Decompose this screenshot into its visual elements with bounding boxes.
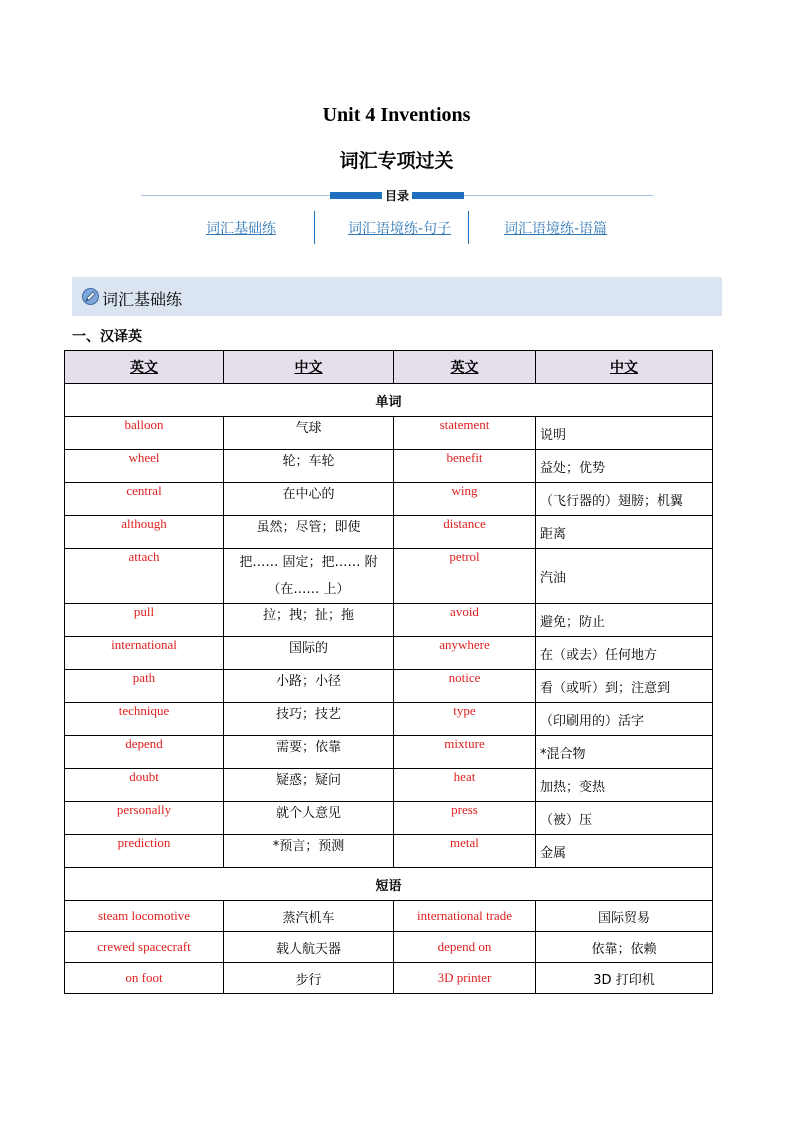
word-cn: 小路；小径 xyxy=(224,670,394,703)
word-en: attach xyxy=(65,549,224,604)
word-en: type xyxy=(394,703,536,736)
toc-separator xyxy=(314,211,315,244)
page-title-en: Unit 4 Inventions xyxy=(322,104,471,126)
word-cn: 加热；变热 xyxy=(536,769,713,802)
phrase-en: international trade xyxy=(394,901,536,932)
toc-separator xyxy=(468,211,469,244)
word-en: doubt xyxy=(65,769,224,802)
word-en: avoid xyxy=(394,604,536,637)
table-row xyxy=(65,637,713,670)
phrase-cn: 步行 xyxy=(224,963,394,994)
table-row xyxy=(65,549,713,604)
word-cn: （被）压 xyxy=(536,802,713,835)
word-en: wing xyxy=(394,483,536,516)
word-en: petrol xyxy=(394,549,536,604)
table-row xyxy=(65,736,713,769)
word-cn: 在中心的 xyxy=(224,483,394,516)
table-row xyxy=(65,901,713,932)
header-chinese: 中文 xyxy=(536,351,713,384)
page-title-cn: 词汇专项过关 xyxy=(339,150,454,172)
word-en: anywhere xyxy=(394,637,536,670)
table-row xyxy=(65,604,713,637)
word-cn: （印刷用的）活字 xyxy=(536,703,713,736)
word-cn: 国际的 xyxy=(224,637,394,670)
table-row xyxy=(65,963,713,994)
subheading: 一、汉译英 xyxy=(72,329,142,345)
toc-link-sentence[interactable]: 词汇语境练-句子 xyxy=(348,221,452,237)
header-english: 英文 xyxy=(394,351,536,384)
word-en: pull xyxy=(65,604,224,637)
word-en: statement xyxy=(394,417,536,450)
table-row xyxy=(65,417,713,450)
word-cn: 技巧；技艺 xyxy=(224,703,394,736)
word-en: press xyxy=(394,802,536,835)
phrase-cn: 依靠；依赖 xyxy=(536,932,713,963)
word-en: notice xyxy=(394,670,536,703)
table-row xyxy=(65,835,713,868)
phrase-en: 3D printer xyxy=(394,963,536,994)
word-cn: 避免；防止 xyxy=(536,604,713,637)
word-cn: （飞行器的）翅膀；机翼 xyxy=(536,483,713,516)
toc-bar-right xyxy=(412,192,464,199)
word-cn: 疑惑；疑问 xyxy=(224,769,394,802)
table-row xyxy=(65,450,713,483)
word-cn: 把…… 固定；把…… 附（在…… 上） xyxy=(224,549,394,604)
section-title: 词汇基础练 xyxy=(102,290,183,309)
word-cn: 虽然；尽管；即使 xyxy=(224,516,394,549)
toc-link-basic[interactable]: 词汇基础练 xyxy=(206,221,276,237)
phrase-en: depend on xyxy=(394,932,536,963)
word-en: balloon xyxy=(65,417,224,450)
phrase-en: crewed spacecraft xyxy=(65,932,224,963)
toc-link-passage[interactable]: 词汇语境练-语篇 xyxy=(504,221,608,237)
word-cn: *混合物 xyxy=(536,736,713,769)
table-row xyxy=(65,703,713,736)
header-english: 英文 xyxy=(65,351,224,384)
word-cn: 看（或听）到；注意到 xyxy=(536,670,713,703)
word-cn: 金属 xyxy=(536,835,713,868)
word-en: prediction xyxy=(65,835,224,868)
word-en: personally xyxy=(65,802,224,835)
word-cn: 轮；车轮 xyxy=(224,450,394,483)
word-cn: 气球 xyxy=(224,417,394,450)
phrase-cn: 蒸汽机车 xyxy=(224,901,394,932)
word-en: heat xyxy=(394,769,536,802)
words-group-label: 单词 xyxy=(65,384,713,417)
table-row xyxy=(65,670,713,703)
word-en: path xyxy=(65,670,224,703)
word-en: international xyxy=(65,637,224,670)
table-row xyxy=(65,516,713,549)
header-chinese: 中文 xyxy=(224,351,394,384)
word-en: although xyxy=(65,516,224,549)
word-cn: 益处；优势 xyxy=(536,450,713,483)
table-row xyxy=(65,483,713,516)
word-cn: 拉；拽；扯；拖 xyxy=(224,604,394,637)
word-cn: 距离 xyxy=(536,516,713,549)
toc-bar-left xyxy=(330,192,382,199)
phrases-group-label: 短语 xyxy=(65,868,713,901)
word-en: mixture xyxy=(394,736,536,769)
phrase-cn: 3D 打印机 xyxy=(536,963,713,994)
word-cn: 汽油 xyxy=(536,549,713,604)
word-en: technique xyxy=(65,703,224,736)
vocab-table xyxy=(64,350,713,994)
word-en: benefit xyxy=(394,450,536,483)
phrase-cn: 载人航天器 xyxy=(224,932,394,963)
word-cn: 在（或去）任何地方 xyxy=(536,637,713,670)
phrase-en: steam locomotive xyxy=(65,901,224,932)
word-en: central xyxy=(65,483,224,516)
phrase-cn: 国际贸易 xyxy=(536,901,713,932)
word-cn: *预言；预测 xyxy=(224,835,394,868)
word-cn: 说明 xyxy=(536,417,713,450)
pencil-icon xyxy=(82,288,99,305)
table-row xyxy=(65,769,713,802)
word-en: wheel xyxy=(65,450,224,483)
phrase-en: on foot xyxy=(65,963,224,994)
word-en: metal xyxy=(394,835,536,868)
table-row xyxy=(65,802,713,835)
word-en: distance xyxy=(394,516,536,549)
word-cn: 需要；依靠 xyxy=(224,736,394,769)
toc-label: 目录 xyxy=(382,187,412,204)
word-cn: 就个人意见 xyxy=(224,802,394,835)
table-row xyxy=(65,932,713,963)
word-en: depend xyxy=(65,736,224,769)
